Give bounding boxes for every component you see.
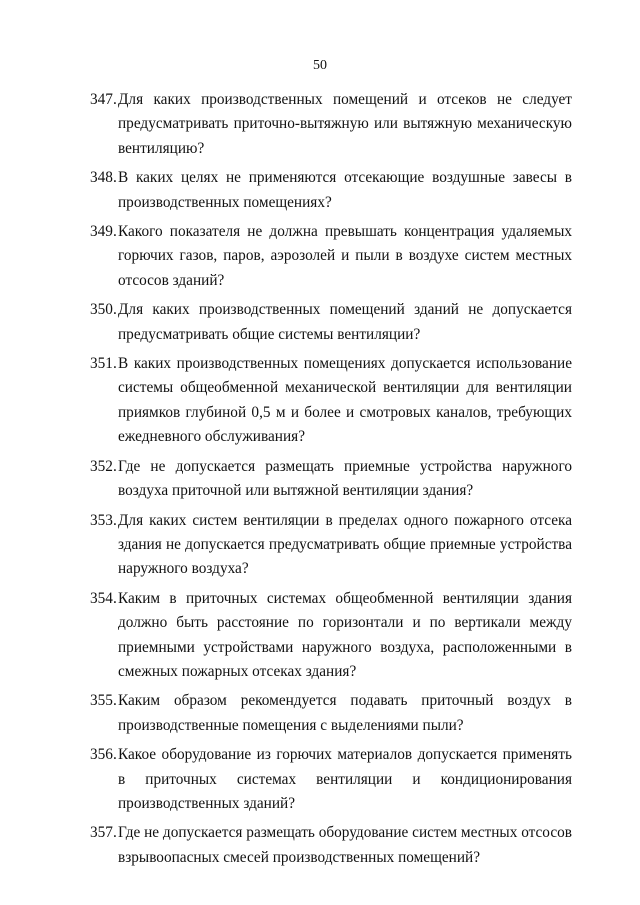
question-number: 352. xyxy=(90,457,117,475)
page-number: 50 xyxy=(313,58,327,73)
question-item xyxy=(90,166,572,215)
question-item xyxy=(90,821,572,870)
question-number: 349. xyxy=(90,223,117,241)
question-text: В каких производственных помещениях допускается использование системы общеобменной механической вентиляции для вентиляции приямков глубиной 0,5 м и более и смотровых каналов, требующих ежедневного обслуживания? xyxy=(118,355,572,446)
question-text: Каким в приточных системах общеобменной вентиляции здания должно быть расстояние по горизонтали и по вертикали между приемными устройствами наружного воздуха, расположенными в смежных пожарных отсеках здания? xyxy=(118,589,572,680)
question-number: 348. xyxy=(90,169,117,187)
question-text: Для каких производственных помещений и отсеков не следует предусматривать приточно-вытяжную или вытяжную механическую вентиляцию? xyxy=(118,91,572,157)
question-item xyxy=(90,455,572,504)
question-number: 351. xyxy=(90,355,117,373)
question-number: 357. xyxy=(90,824,117,842)
question-text: В каких целях не применяются отсекающие воздушные завесы в производственных помещениях? xyxy=(118,169,572,211)
question-text: Где не допускается размещать приемные устройства наружного воздуха приточной или вытяжной вентиляции здания? xyxy=(118,457,572,500)
question-text: Какое оборудование из горючих материалов допускается применять в приточных системах вентиляции и кондиционирования производственных зданий? xyxy=(118,746,572,812)
question-item xyxy=(90,88,572,161)
question-text: Для каких систем вентиляции в пределах одного пожарного отсека здания не допускается предусматривать общие приемные устройства наружного воздуха? xyxy=(118,511,572,578)
question-text: Каким образом рекомендуется подавать приточный воздух в производственные помещения с выделениями пыли? xyxy=(118,692,572,734)
question-text: Для каких производственных помещений зданий не допускается предусматривать общие системы вентиляции? xyxy=(118,301,572,343)
question-item xyxy=(90,689,572,738)
question-number: 356. xyxy=(90,746,117,764)
question-number: 353. xyxy=(90,511,117,529)
question-number: 347. xyxy=(90,91,117,108)
question-item xyxy=(90,509,572,582)
question-text: Где не допускается размещать оборудование систем местных отсосов взрывоопасных смесей производственных помещений? xyxy=(118,824,572,866)
question-item xyxy=(90,298,572,347)
question-list xyxy=(90,88,572,875)
question-number: 355. xyxy=(90,692,117,710)
question-item xyxy=(90,352,572,450)
question-number: 350. xyxy=(90,301,117,319)
question-text: Какого показателя не должна превышать концентрация удаляемых горючих газов, паров, аэрозолей и пыли в воздухе систем местных отсосов зданий? xyxy=(118,223,572,289)
question-item xyxy=(90,220,572,293)
question-number: 354. xyxy=(90,589,117,607)
question-item xyxy=(90,587,572,685)
question-item xyxy=(90,743,572,816)
